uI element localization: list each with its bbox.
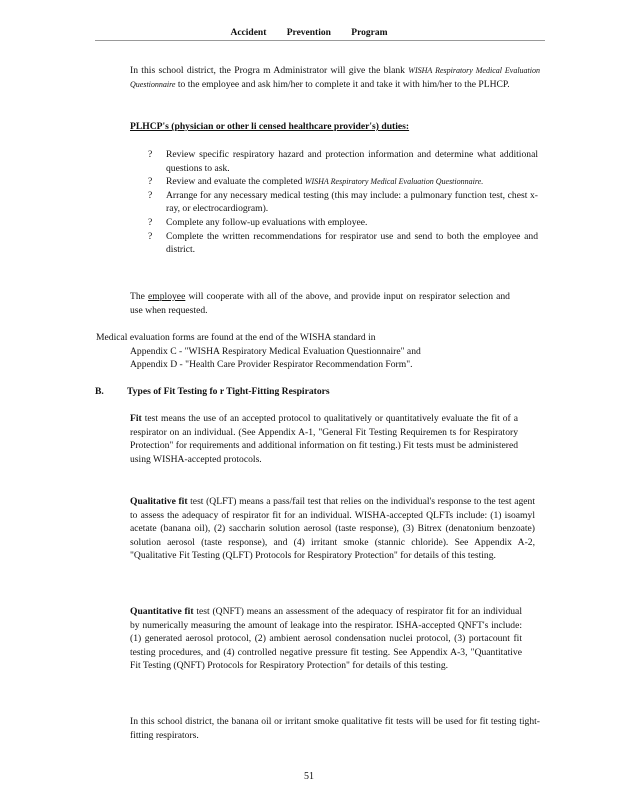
- quantitative-text: test (QNFT) means an assessment of the adequacy of respirator fit for an individual by numerically measuring the amount of leakage into the respirator. ISHA-accepted QNFT's include: (1) generated aerosol protocol, (2) ambient aerosol condensation nuclei protocol, (3) portacount fit testing procedures, and (4) controlled negative pressure fit testing. See Appendix A-3, "Quantitative Fit Testing (QNFT) Protocols for Respiratory Protection" for details of this testing.: [130, 606, 522, 672]
- duty-text: Arrange for any necessary medical testing (this may include: a pulmonary function test, chest x-ray, or electrocardiogram).: [166, 189, 538, 215]
- medical-forms-line1: Medical evaluation forms are found at the end of the WISHA standard in: [96, 332, 376, 343]
- bullet-marker: ?: [148, 176, 153, 188]
- duty-text: Complete any follow-up evaluations with employee.: [166, 216, 368, 228]
- intro-tail: to the employee and ask him/her to complete it and take it with him/her to the PLHCP.: [175, 78, 510, 90]
- qualitative-term: Qualitative fit: [130, 496, 188, 507]
- list-item: [148, 189, 538, 216]
- qualitative-paragraph: [130, 495, 535, 563]
- header-rule: [95, 40, 545, 41]
- intro-paragraph: [130, 64, 540, 91]
- list-item: [148, 216, 538, 230]
- bullet-marker: ?: [148, 189, 153, 201]
- fit-test-term: Fit: [130, 413, 142, 424]
- employee-lead: The: [130, 291, 149, 302]
- section-label: B.: [95, 386, 104, 397]
- employee-underlined: employee: [148, 291, 186, 302]
- list-item: [148, 230, 538, 257]
- duty-text: Review specific respiratory hazard and protection information and determine what additional questions to ask.: [166, 149, 538, 174]
- intro-lead: In this school district, the Progra m Administrator will give the blank: [130, 65, 409, 76]
- duty-form-name: WISHA Respiratory Medical Evaluation Questionnaire.: [304, 177, 484, 187]
- fit-test-paragraph: [130, 412, 518, 466]
- section-b-heading: [95, 386, 330, 397]
- qualitative-text: test (QLFT) means a pass/fail test that relies on the individual's response to the test agent to assess the adequacy of respirator fit for an individual. WISHA-accepted QLFTs include: (1) isoamyl acetate (banana oil), (2) saccharin solution aerosol (taste response), (3) Bitrex (denatonium benzoate) solution aerosol (taste response), and (4) irritant smoke (stannic chloride). See Appendix A-2, "Qualitative Fit Testing (QLFT) Protocols for Respiratory Protection" for details of this testing.: [130, 496, 535, 562]
- employee-tail: will cooperate with all of the above, and provide input on respirator selection and use when requested.: [130, 291, 510, 316]
- fit-test-text: test means the use of an accepted protocol to qualitatively or quantitatively evaluate the fit of a respirator on an individual. (See Appendix A-1, "General Fit Testing Requiremen ts for Respiratory Protection" for requirements and additional information on fit testing.) Fit tests must be administered using WISHA-accepted protocols.: [130, 413, 518, 465]
- plhcp-duties-heading: PLHCP's (physician or other li censed healthcare provider's) duties:: [130, 121, 410, 132]
- closing-paragraph: In this school district, the banana oil or irritant smoke qualitative fit tests will be used for fit testing tight-fitting respirators.: [130, 716, 540, 741]
- list-item: [148, 148, 538, 175]
- employee-paragraph: [130, 290, 510, 317]
- bullet-marker: ?: [148, 230, 153, 242]
- medical-forms-line3: Appendix D - "Health Care Provider Respirator Recommendation Form".: [130, 359, 413, 370]
- quantitative-term: Quantitative fit: [130, 606, 194, 617]
- page-header: Accident Prevention Program: [230, 28, 388, 38]
- section-title: Types of Fit Testing fo r Tight-Fitting Respirators: [127, 386, 330, 397]
- duty-text: Review and evaluate the completed: [166, 176, 305, 188]
- bullet-marker: ?: [148, 149, 153, 160]
- quantitative-paragraph: [130, 605, 522, 673]
- duty-text: Complete the written recommendations for respirator use and send to both the employee and district.: [166, 230, 538, 256]
- questionnaire-form-name: WISHA Respiratory Medical Evaluation Questionnaire: [130, 66, 540, 89]
- list-item: [148, 175, 538, 189]
- medical-forms-line2: Appendix C - "WISHA Respiratory Medical Evaluation Questionnaire" and: [130, 346, 421, 357]
- plhcp-duties-list: [148, 148, 538, 257]
- page-number: 51: [304, 771, 314, 782]
- bullet-marker: ?: [148, 216, 153, 228]
